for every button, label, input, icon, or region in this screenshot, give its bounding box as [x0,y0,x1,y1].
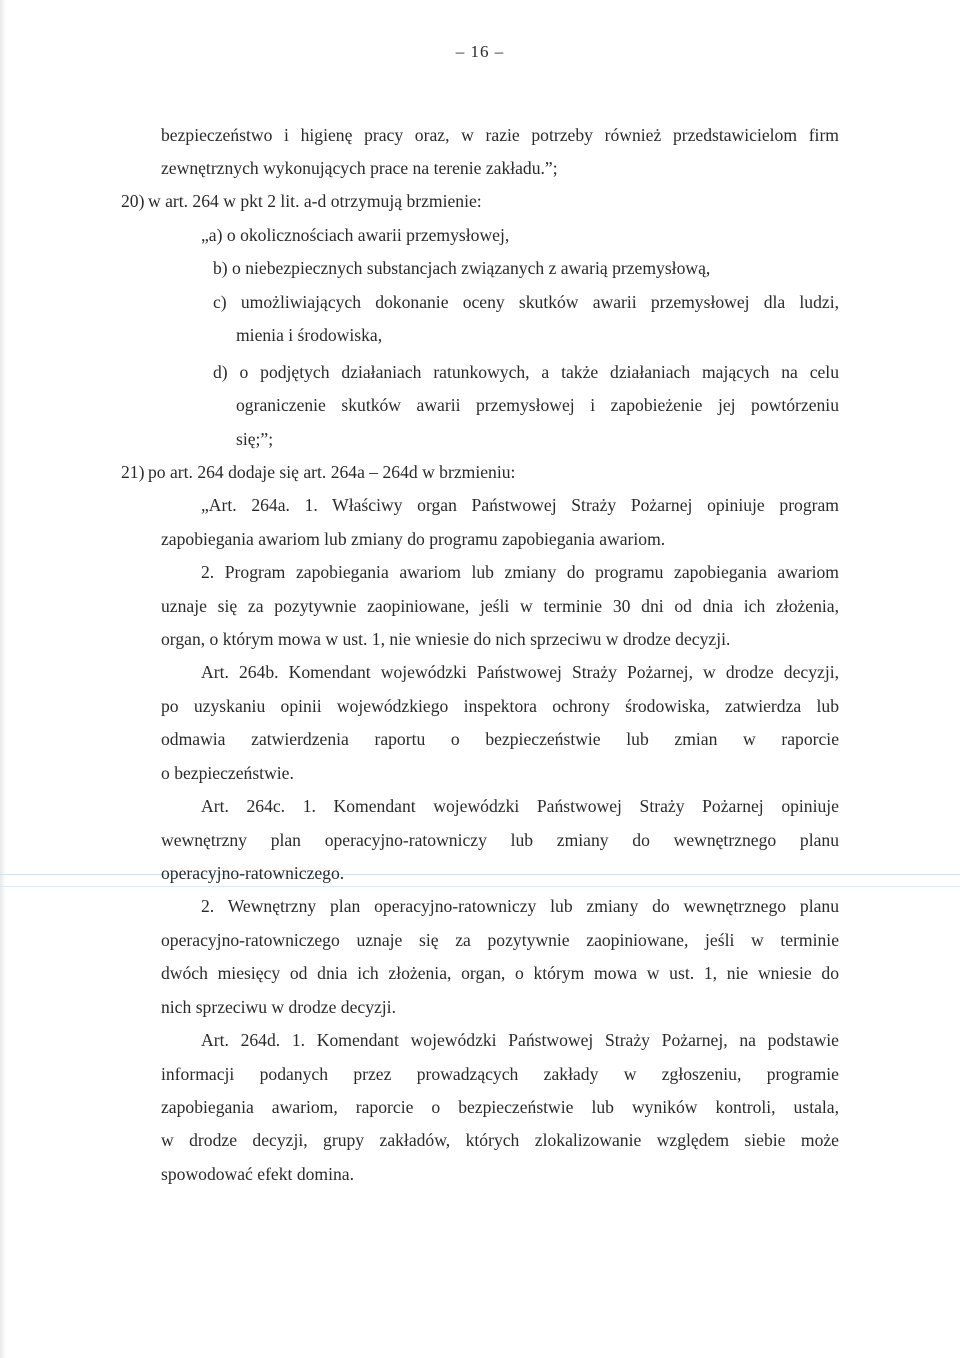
text-line: Art. 264d. 1. Komendant wojewódzki Państwowej Straży Pożarnej, na podstawie [201,1030,839,1050]
text-line: Art. 264c. 1. Komendant wojewódzki Państwowej Straży Pożarnej opiniuje [201,796,839,816]
text-line: po uzyskaniu opinii wojewódzkiego inspektora ochrony środowiska, zatwierdza lub [161,696,839,716]
text-line: zapobiegania awariom, raporcie o bezpieczeństwie lub wyników kontroli, ustala, [161,1097,839,1117]
text-line: zapobiegania awariom lub zmiany do programu zapobiegania awariom. [161,529,666,549]
scan-edge [0,0,6,1358]
list-item-number: 20) w art. 264 w pkt 2 lit. a-d otrzymują brzmienie: [121,191,482,211]
text-line: spowodować efekt domina. [161,1164,354,1184]
text-line: ograniczenie skutków awarii przemysłowej i zapobieżenie jej powtórzeniu [236,395,839,415]
text-line: o bezpieczeństwie. [161,763,294,783]
text-line: w drodze decyzji, grupy zakładów, których zlokalizowanie względem siebie może [161,1130,839,1150]
text-line: „a) o okolicznościach awarii przemysłowej, [201,225,510,245]
text-line: dwóch miesięcy od dnia ich złożenia, organ, o którym mowa w ust. 1, nie wniesie do [161,963,839,983]
text-line: 2. Program zapobiegania awariom lub zmiany do programu zapobiegania awariom [201,562,839,582]
text-line: informacji podanych przez prowadzących zakłady w zgłoszeniu, programie [161,1064,839,1084]
text-line: d) o podjętych działaniach ratunkowych, a także działaniach mających na celu [213,362,839,382]
page-number: – 16 – [455,42,505,61]
text-line: operacyjno-ratowniczego uznaje się za pozytywnie zaopiniowane, jeśli w terminie [161,930,839,950]
text-line: bezpieczeństwo i higienę pracy oraz, w razie potrzeby również przedstawicielom firm [161,125,839,145]
text-line: Art. 264b. Komendant wojewódzki Państwowej Straży Pożarnej, w drodze decyzji, [201,662,839,682]
text-line: 2. Wewnętrzny plan operacyjno-ratowniczy lub zmiany do wewnętrznego planu [201,896,839,916]
text-line: b) o niebezpiecznych substancjach związanych z awarią przemysłową, [213,258,711,278]
scan-line-artifact [0,886,960,887]
text-line: wewnętrzny plan operacyjno-ratowniczy lub zmiany do wewnętrznego planu [161,830,839,850]
text-line: organ, o którym mowa w ust. 1, nie wniesie do nich sprzeciwu w drodze decyzji. [161,629,731,649]
text-line: nich sprzeciwu w drodze decyzji. [161,997,396,1017]
text-line: operacyjno-ratowniczego. [161,863,345,883]
list-item-number: 21) po art. 264 dodaje się art. 264a – 264d w brzmieniu: [121,462,516,482]
text-line: zewnętrznych wykonujących prace na terenie zakładu.”; [161,158,558,178]
text-line: mienia i środowiska, [236,325,383,345]
text-line: c) umożliwiających dokonanie oceny skutków awarii przemysłowej dla ludzi, [213,292,839,312]
text-line: się;”; [236,429,274,449]
text-line: odmawia zatwierdzenia raportu o bezpieczeństwie lub zmian w raporcie [161,729,839,749]
text-line: uznaje się za pozytywnie zaopiniowane, jeśli w terminie 30 dni od dnia ich złożenia, [161,596,839,616]
scan-line-artifact [0,874,960,875]
text-line: „Art. 264a. 1. Właściwy organ Państwowej Straży Pożarnej opiniuje program [201,495,839,515]
